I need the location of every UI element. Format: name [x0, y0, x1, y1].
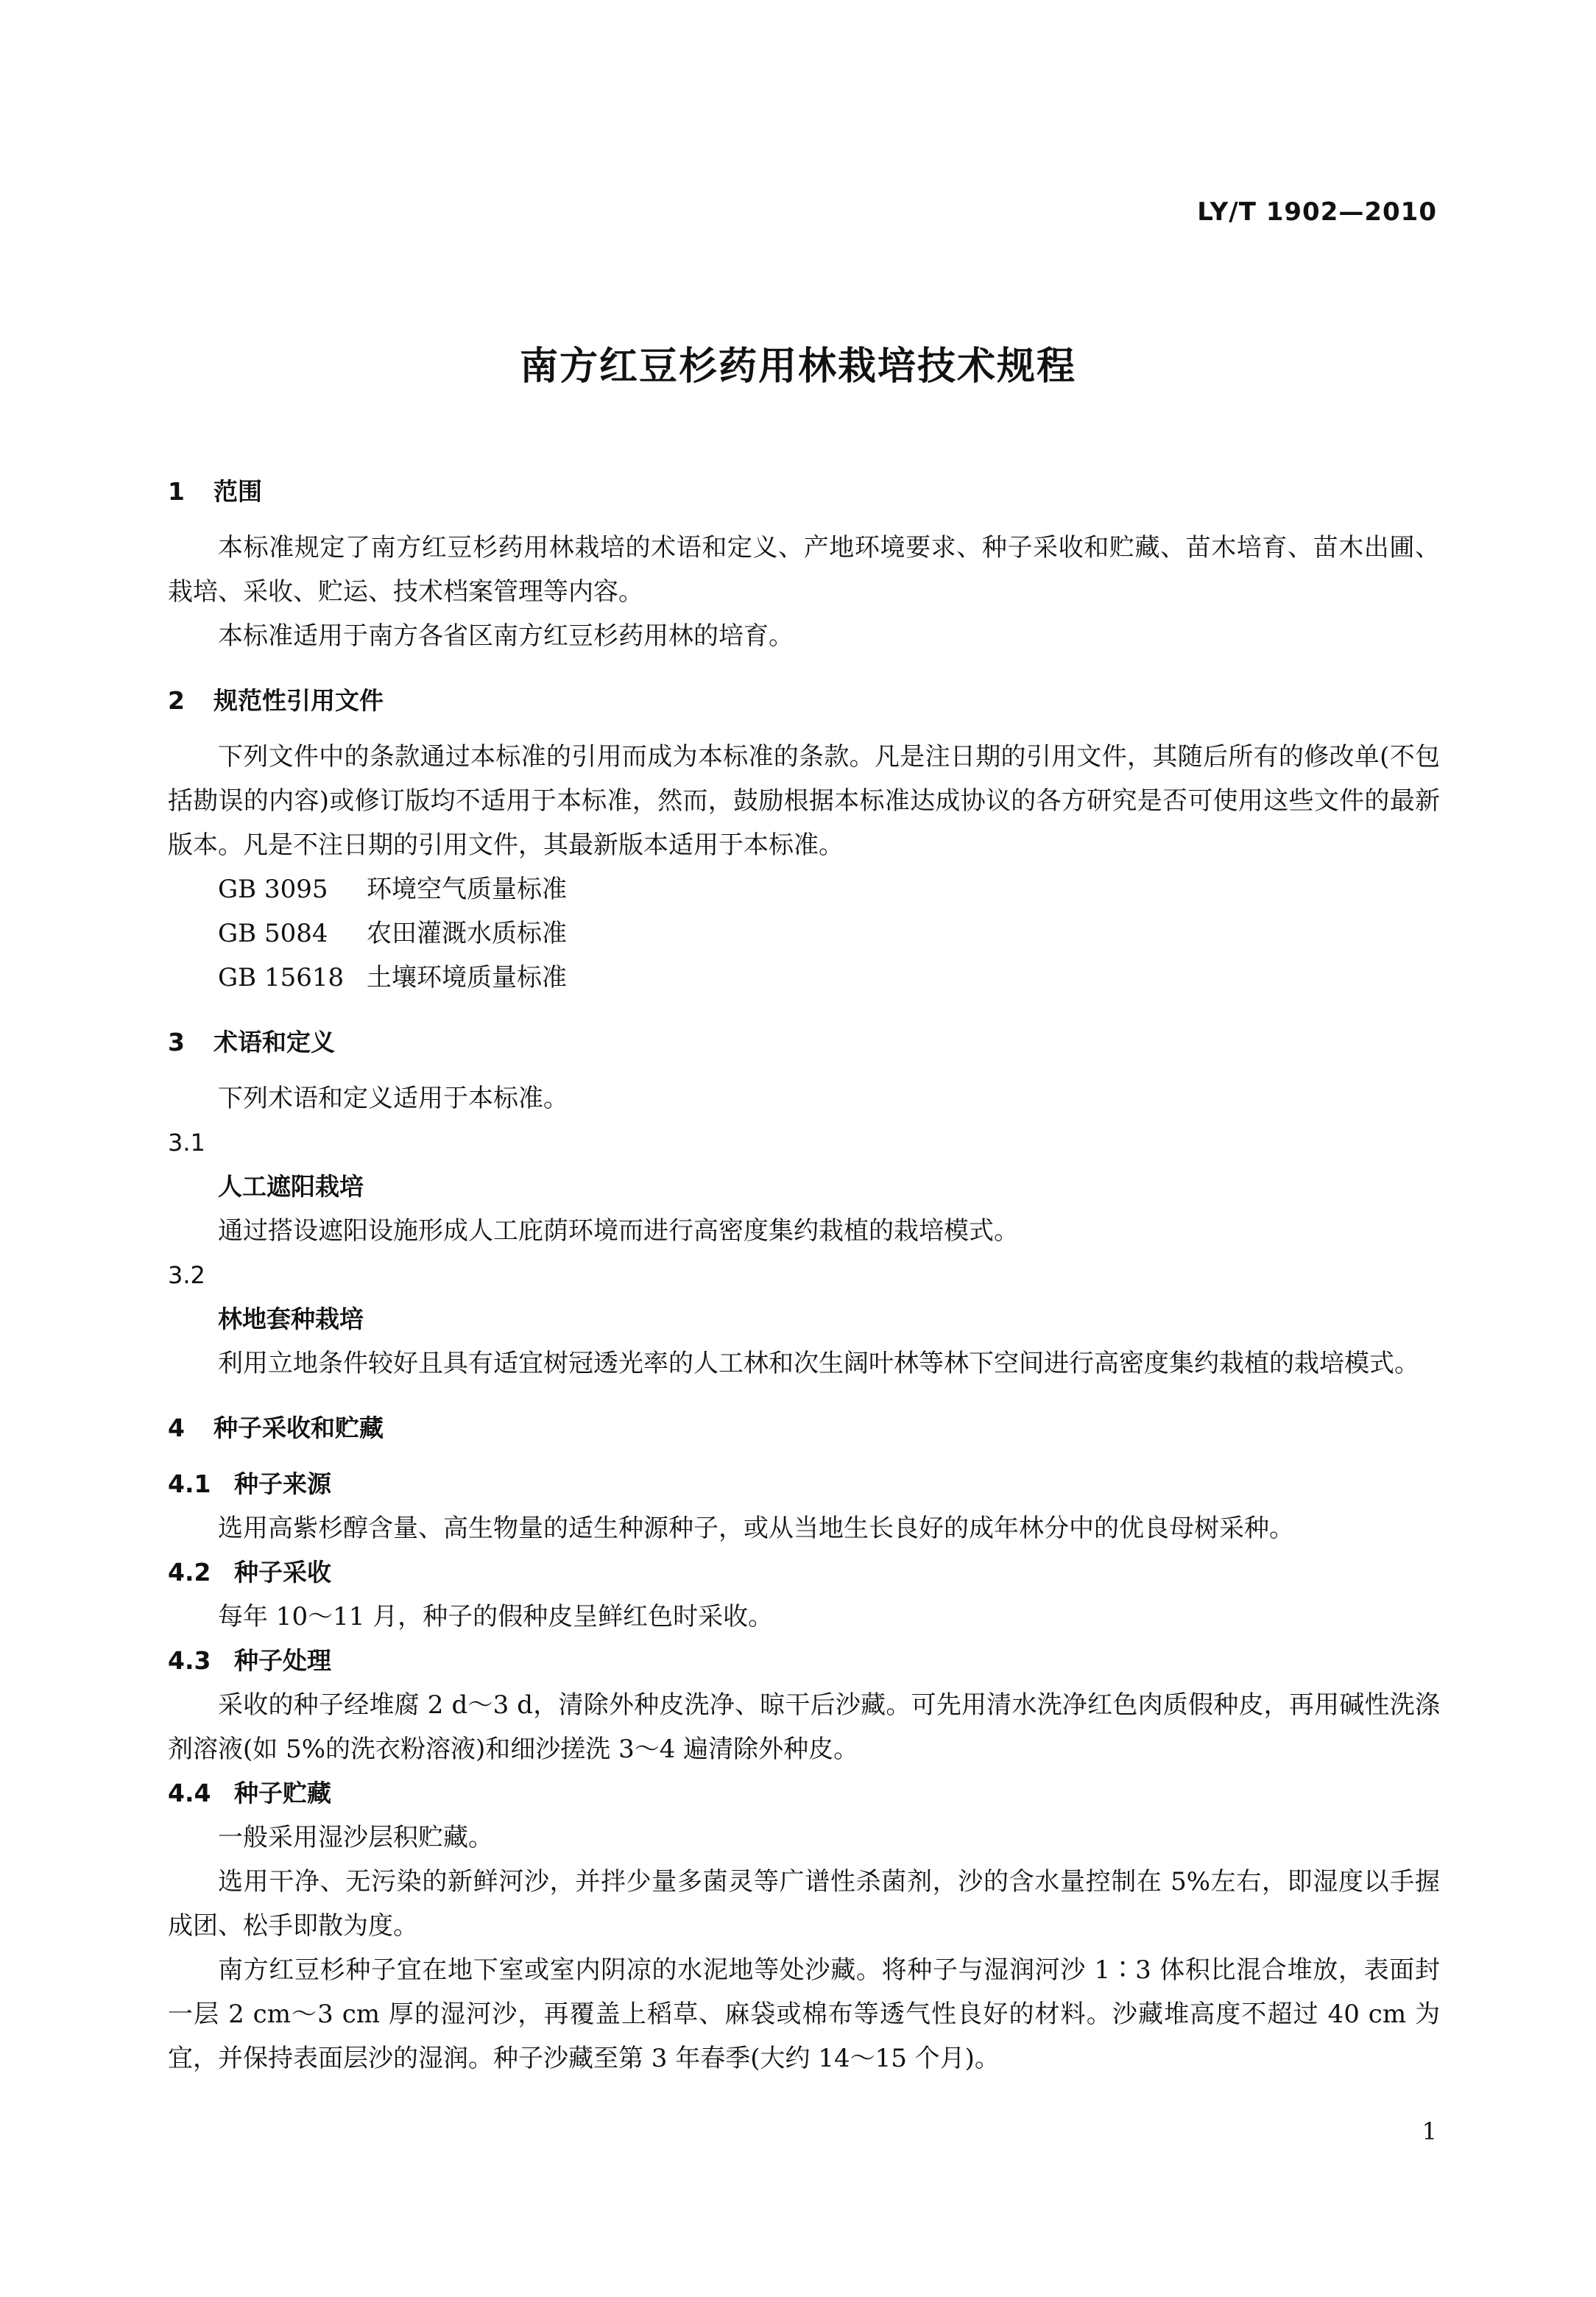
paragraph: 选用干净、无污染的新鲜河沙，并拌少量多菌灵等广谱性杀菌剂，沙的含水量控制在 5%左右，即湿度以手握成团、松手即散为度。 [168, 1867, 1440, 1941]
reference-name: 农田灌溉水质标准 [367, 919, 567, 948]
subsection-number: 4.2 [168, 1558, 211, 1587]
paragraph: 选用高紫杉醇含量、高生物量的适生种源种子，或从当地生长良好的成年林分中的优良母树采种。 [218, 1514, 1294, 1543]
subsection-number: 4.1 [168, 1469, 211, 1498]
section-2-heading [168, 679, 1440, 723]
reference-name: 环境空气质量标准 [367, 875, 567, 904]
paragraph: 下列术语和定义适用于本标准。 [218, 1084, 568, 1113]
section-number: 1 [168, 477, 185, 506]
term-number: 3.2 [168, 1261, 205, 1289]
section-number: 3 [168, 1028, 185, 1056]
paragraph: 本标准适用于南方各省区南方红豆杉药用林的培育。 [218, 621, 794, 651]
subsection-title: 种子贮藏 [234, 1779, 331, 1807]
term-name: 林地套种栽培 [218, 1305, 364, 1333]
subsection-heading [168, 1550, 1440, 1595]
paragraph: 一般采用湿沙层积贮藏。 [218, 1823, 493, 1852]
reference-code: GB 3095 [218, 875, 328, 904]
subsection-title: 种子处理 [234, 1646, 331, 1675]
section-number: 4 [168, 1414, 185, 1442]
section-title: 种子采收和贮藏 [213, 1414, 384, 1442]
section-3-heading [168, 1020, 1440, 1065]
subsection-heading [168, 1771, 1440, 1816]
paragraph: 本标准规定了南方红豆杉药用林栽培的术语和定义、产地环境要求、种子采收和贮藏、苗木培育、苗木出圃、栽培、采收、贮运、技术档案管理等内容。 [168, 533, 1440, 607]
reference-item [168, 911, 1440, 956]
paragraph: 采收的种子经堆腐 2 d～3 d，清除外种皮洗净、晾干后沙藏。可先用清水洗净红色肉质假种皮，再用碱性洗涤剂溶液(如 5%的洗衣粉溶液)和细沙搓洗 3～4 遍清除外种皮。 [168, 1690, 1440, 1764]
section-1-heading [168, 470, 1440, 514]
reference-name: 土壤环境质量标准 [367, 963, 567, 992]
standard-code: LY/T 1902—2010 [1197, 197, 1437, 227]
subsection-heading [168, 1639, 1440, 1683]
document-body [168, 470, 1440, 2081]
subsection-number: 4.4 [168, 1779, 211, 1807]
section-title: 术语和定义 [213, 1028, 335, 1056]
document-title: 南方红豆杉药用林栽培技术规程 [519, 345, 1076, 389]
paragraph: 下列文件中的条款通过本标准的引用而成为本标准的条款。凡是注日期的引用文件，其随后所有的修改单(不包括勘误的内容)或修订版均不适用于本标准，然而，鼓励根据本标准达成协议的各方研究是否可使用这些文件的最新版本。凡是不注日期的引用文件，其最新版本适用于本标准。 [168, 742, 1440, 860]
reference-code: GB 5084 [218, 919, 328, 948]
subsection-heading [168, 1462, 1440, 1506]
subsection-number: 4.3 [168, 1646, 211, 1675]
reference-item [168, 956, 1440, 1000]
section-title: 规范性引用文件 [213, 686, 384, 715]
section-4-heading [168, 1406, 1440, 1450]
page-number: 1 [1422, 2117, 1437, 2145]
paragraph: 南方红豆杉种子宜在地下室或室内阴凉的水泥地等处沙藏。将种子与湿润河沙 1∶3 体积比混合堆放，表面封一层 2 cm～3 cm 厚的湿河沙，再覆盖上稻草、麻袋或棉布等透气性良好的材料。沙藏堆高度不超过 40 cm 为宜，并保持表面层沙的湿润。种子沙藏至第 3 年春季(大约 14～15 个月)。 [168, 1955, 1440, 2073]
subsection-title: 种子采收 [234, 1558, 331, 1587]
term-name: 人工遮阳栽培 [218, 1172, 364, 1201]
subsection-title: 种子来源 [234, 1469, 331, 1498]
section-number: 2 [168, 686, 185, 715]
reference-item [168, 867, 1440, 911]
paragraph: 每年 10～11 月，种子的假种皮呈鲜红色时采收。 [218, 1602, 774, 1631]
section-title: 范围 [213, 477, 262, 506]
term-definition: 利用立地条件较好且具有适宜树冠透光率的人工林和次生阔叶林等林下空间进行高密度集约栽植的栽培模式。 [218, 1349, 1419, 1378]
term-definition: 通过搭设遮阳设施形成人工庇荫环境而进行高密度集约栽植的栽培模式。 [218, 1216, 1019, 1246]
term-number: 3.1 [168, 1129, 205, 1157]
reference-code: GB 15618 [218, 963, 345, 992]
